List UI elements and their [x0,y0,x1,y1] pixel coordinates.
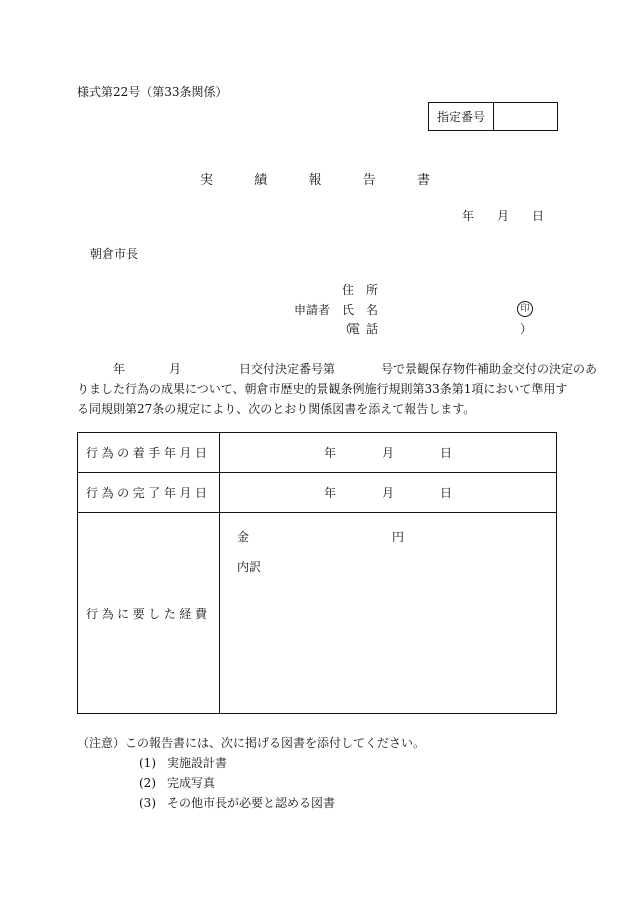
body-month: 月 [169,362,182,376]
label-char: 住 [342,283,355,297]
document-title [200,174,430,187]
list-item [125,757,227,769]
label-char: 名 [365,303,378,317]
addressee: 朝倉市長 [90,247,139,261]
label-char: 氏 [342,303,355,317]
label-char: 月 [179,446,192,460]
designation-number-box [428,102,558,131]
cost-breakdown-label: 内訳 [237,560,262,574]
label-char: の [117,486,130,500]
list-item [125,797,335,809]
label-char: 話 [365,322,378,336]
note-text: 実施設計書 [167,756,228,770]
cost-label [78,513,220,714]
label-char: 要 [132,606,145,621]
designation-label: 指定番号 [429,103,494,130]
title-char: 告 [362,173,376,188]
label-char: し [148,606,161,621]
label-char: 電 [348,322,361,336]
title-char: 績 [254,173,268,188]
seal-icon: 印 [517,301,533,317]
label-char: 手 [148,446,161,460]
list-item [125,777,215,789]
note-text: その他市長が必要と認める図書 [167,796,336,810]
title-char: 報 [308,173,322,188]
table-row [78,433,557,473]
body-seg2: 号で景観保存物件補助金交付の決定のあ [381,362,598,376]
table-row [78,513,557,714]
notes-intro: この報告書には、次に掲げる図書を添付してください。 [125,736,426,750]
title-char: 実 [200,173,214,188]
phone-label [348,323,378,335]
note-text: 完成写真 [167,776,216,790]
cost-amount-label: 金 [237,530,250,544]
label-char: 為 [101,486,114,500]
label-char: に [117,606,130,621]
table-row [78,473,557,513]
phone-open-paren: （ [339,322,352,336]
label-char: 日 [194,446,207,460]
label-char: 費 [194,606,207,621]
start-date-field[interactable] [220,433,557,473]
label-char: 完 [132,486,145,500]
report-date [462,210,544,222]
applicant-address-label [342,284,378,296]
completion-date-field[interactable] [220,473,557,513]
label-char: 行 [86,446,99,460]
label-char: 為 [101,446,114,460]
label-char: 為 [101,606,114,621]
label-char: 年 [163,446,176,460]
date-day: 日 [439,486,452,500]
body-line-3: る同規則第27条の規定により、次のとおり関係図書を添えて報告します。 [77,402,476,416]
label-char: 年 [163,486,176,500]
body-line-2: りました行為の成果について、朝倉市歴史的景観条例施行規則第33条第1項において準用す [77,382,568,396]
report-table [77,432,557,714]
label-char: の [117,446,130,460]
label-char: 行 [86,486,99,500]
completion-date-label [78,473,220,513]
notes-heading: （注意） [77,736,126,750]
label-char: 了 [148,486,161,500]
label-char: 月 [179,486,192,500]
note-number: (2) [139,776,156,790]
label-char: 日 [194,486,207,500]
date-month: 月 [381,446,394,460]
label-char: 所 [365,283,378,297]
title-char: 書 [416,173,430,188]
form-number: 様式第22号（第33条関係） [77,85,228,99]
date-month: 月 [496,209,509,223]
report-body [77,359,598,419]
cost-field[interactable] [220,513,557,714]
note-number: (3) [139,796,156,810]
label-char: 経 [179,606,192,621]
date-year: 年 [324,486,337,500]
label-char: 着 [132,446,145,460]
date-year: 年 [462,209,475,223]
note-number: (1) [139,756,156,770]
designation-value-field[interactable] [494,103,557,130]
label-char: た [163,606,176,621]
body-line-1 [77,359,598,379]
applicant-label: 申請者 [294,303,331,317]
cost-unit: 円 [392,530,405,544]
body-year: 年 [113,362,126,376]
body-seg1: 日交付決定番号第 [239,362,336,376]
label-char: 行 [86,606,99,621]
date-month: 月 [381,486,394,500]
date-day: 日 [439,446,452,460]
start-date-label [78,433,220,473]
date-year: 年 [324,446,337,460]
date-day: 日 [531,209,544,223]
phone-close-paren: ） [520,322,533,336]
applicant-name-label [342,304,378,316]
